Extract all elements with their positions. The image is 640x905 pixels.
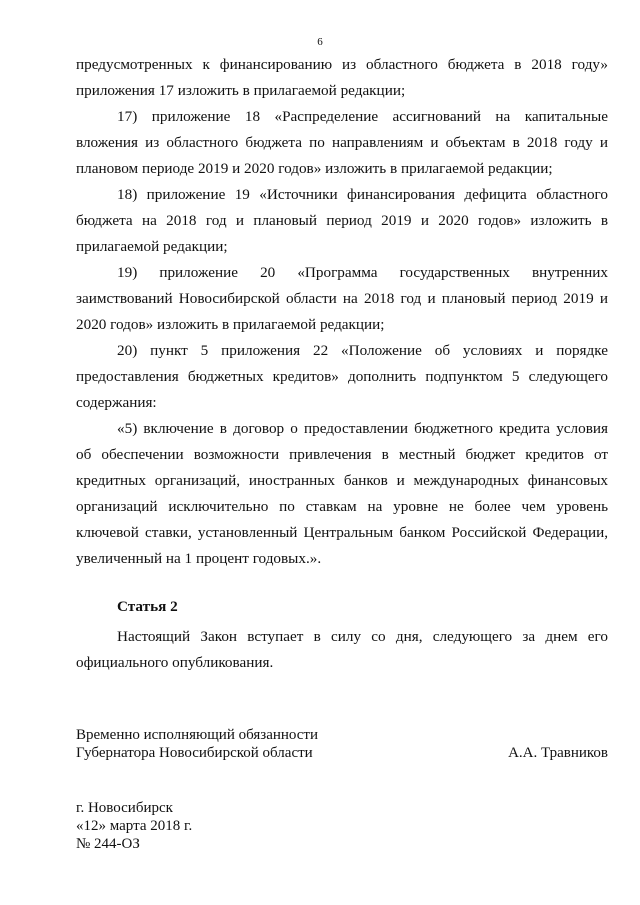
article-heading: Статья 2 <box>117 598 178 615</box>
paragraph-item-20: 20) пункт 5 приложения 22 «Положение об условиях и порядке предоставления бюджетных кредитов» дополнить подпунктом 5 следующего содержания: <box>76 342 608 411</box>
signatory-name: А.А. Травников <box>508 745 608 761</box>
city: г. Новосибирск <box>76 800 173 816</box>
signature-row <box>76 744 608 762</box>
body-text <box>76 52 608 572</box>
article-text: Настоящий Закон вступает в силу со дня, следующего за днем его официального опубликования. <box>76 628 608 671</box>
signature-block <box>76 726 608 762</box>
page-number: 6 <box>317 36 323 48</box>
paragraph-item-17: 17) приложение 18 «Распределение ассигнований на капитальные вложения из областного бюджета по направлениям и объектам в 2018 году и плановом периоде 2019 и 2020 годов» изложить в прилагаемой редакции; <box>76 108 608 177</box>
signatory-title-line2: Губернатора Новосибирской области <box>76 745 313 761</box>
document-meta <box>76 799 192 853</box>
signatory-title-line1: Временно исполняющий обязанности <box>76 727 319 743</box>
date: «12» марта 2018 г. <box>76 818 193 834</box>
paragraph-item-19: 19) приложение 20 «Программа государственных внутренних заимствований Новосибирской области на 2018 год и плановый период 2019 и 2020 годов» изложить в прилагаемой редакции; <box>76 264 608 333</box>
paragraph-subpoint-5: «5) включение в договор о предоставлении бюджетного кредита условия об обеспечении возможности привлечения в местный бюджет кредитов от кредитных организаций, иностранных банков и международных финансовых организаций исключительно по ставкам на уровне не более чем уровень ключевой ставки, установленный Центральным банком Российской Федерации, увеличенный на 1 процент годовых.». <box>76 420 608 567</box>
paragraph-continuation: предусмотренных к финансированию из областного бюджета в 2018 году» приложения 17 изложить в прилагаемой редакции; <box>76 56 608 99</box>
law-number: № 244-ОЗ <box>76 836 140 852</box>
paragraph-item-18: 18) приложение 19 «Источники финансирования дефицита областного бюджета на 2018 год и плановый период 2019 и 2020 годов» изложить в прилагаемой редакции; <box>76 186 608 255</box>
